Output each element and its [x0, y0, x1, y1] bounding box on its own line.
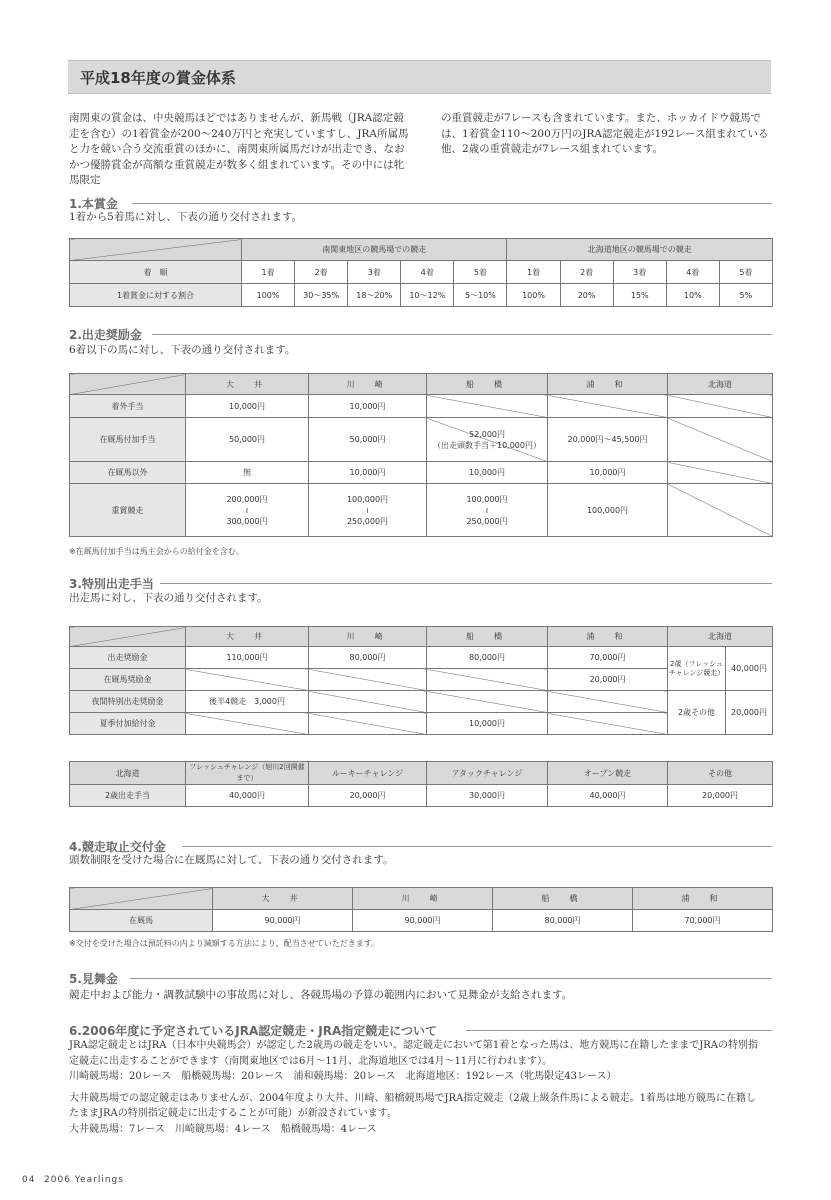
- section-4-desc: 頭数制限を受けた場合に在厩馬に対して、下表の通り交付されます。: [69, 854, 394, 866]
- s4-col: 川 崎: [353, 888, 493, 910]
- s3t2-cell: 20,000円: [309, 785, 427, 807]
- prize-table-corner: [70, 239, 242, 261]
- s4-cell: 70,000円: [633, 910, 773, 932]
- hokkaido-2yo-table: [69, 761, 773, 807]
- section-4-note: ※交付を受けた場合は預託料の内より減額する方法により、配当させていただきます。: [69, 939, 380, 948]
- s4-cell: 90,000円: [353, 910, 493, 932]
- s2-cell-range: [309, 484, 427, 537]
- s4-col: 浦 和: [633, 888, 773, 910]
- s3-cell-empty: [309, 669, 427, 691]
- section-1-desc: 1着から5着馬に対し、下表の通り交付されます。: [69, 211, 303, 223]
- s3-cell-empty: [427, 691, 548, 713]
- prize-group-hokkaido: 北海道地区の競馬場での競走: [507, 239, 772, 261]
- prize-group-nankanto: 南関東地区の競馬場での競走: [242, 239, 507, 261]
- s3t2-cell: 40,000円: [186, 785, 309, 807]
- s2-range-min: 100,000円: [466, 494, 508, 504]
- s3-cell: 70,000円: [548, 647, 668, 669]
- section-1-rule: [132, 203, 772, 204]
- s4-col: 船 橋: [493, 888, 633, 910]
- s2-cell: 10,000円: [309, 462, 427, 484]
- s4-row-label: 在厩馬: [70, 910, 213, 932]
- section-6-line: JRA認定競走とはJRA（日本中央競馬会）が認定した2歳馬の競走をいい、認定競走において第1着となった馬は、地方競馬に在籍したままでJRAの特別指: [69, 1040, 759, 1051]
- section-6-line: 定競走に出走することができます（南関東地区では6月～11月、北海道地区では4月～11月に行われます）。: [69, 1055, 553, 1067]
- prize-place: 2着: [560, 261, 613, 284]
- s4-cell: 80,000円: [493, 910, 633, 932]
- s2-cell-empty: [668, 395, 773, 418]
- section-6-rule: [466, 1030, 772, 1031]
- s4-cell: 90,000円: [213, 910, 353, 932]
- section-4-heading: 4.競走取止交付金: [69, 840, 166, 854]
- s3-cell-empty: [309, 691, 427, 713]
- s2-row-label: 在厩馬以外: [70, 462, 186, 484]
- s3t2-col: アタックチャレンジ: [427, 762, 548, 785]
- s3-cell: 後半4競走 3,000円: [186, 691, 309, 713]
- prize-ratio: 10～12%: [401, 284, 454, 307]
- s3-col-kawasaki: 川 崎: [309, 627, 427, 647]
- section-6-line: 大井競馬場：7レース 川崎競馬場：4レース 船橋競馬場：4レース: [69, 1123, 377, 1135]
- s2-cell: 10,000円: [548, 462, 668, 484]
- intro-left: 南関東の賞金は、中央競馬ほどではありませんが、新馬戦（JRA認定競走を含む）の1着賞金が200～240万円と充実していますし、JRA所属馬と力を競い合う交流重賞のほかに、南関東所属馬だけが出走でき、なおかつ優勝賞金が高額な重賞競走が数多く組まれています。その中には牝馬限定: [69, 112, 409, 186]
- s3t2-cell: 20,000円: [668, 785, 773, 807]
- s3-row-label: 出走奨励金: [70, 647, 186, 669]
- s2-col-hokkaido: 北海道: [668, 374, 773, 395]
- s2-cell: [427, 418, 548, 462]
- prize-ratio: 20%: [560, 284, 613, 307]
- s3-hk-value: 20,000円: [726, 691, 773, 735]
- s2-cell-sub: （出走頭数手当＋10,000円）: [433, 440, 541, 450]
- section-6-line: 大井競馬場での認定競走はありませんが、2004年度より大井、川崎、船橋競馬場でJRA指定競走（2歳上級条件馬による競走。1着馬は地方競馬に在籍し: [69, 1092, 756, 1104]
- s2-range-max: 250,000円: [346, 516, 389, 526]
- s3-col-funabashi: 船 橋: [427, 627, 548, 647]
- section-1-heading: 1.本賞金: [69, 197, 118, 211]
- prize-ratio: 30～35%: [295, 284, 348, 307]
- s2-row-label: 在厩馬付加手当: [70, 418, 186, 462]
- prize-ratio: 10%: [666, 284, 719, 307]
- s3t2-cell: 40,000円: [548, 785, 668, 807]
- s3-cell: 20,000円: [548, 669, 668, 691]
- s3-cell: 80,000円: [427, 647, 548, 669]
- s3-col-hokkaido: 北海道: [668, 627, 773, 647]
- prize-place: 3着: [613, 261, 666, 284]
- section-2-desc: 6着以下の馬に対し、下表の通り交付されます。: [69, 344, 296, 356]
- section-3-rule: [160, 583, 772, 584]
- s2-range-min: 200,000円: [226, 494, 268, 504]
- section-4-rule: [182, 846, 772, 847]
- s2-cell: 10,000円: [427, 462, 548, 484]
- prize-place: 4着: [401, 261, 454, 284]
- section-5-rule: [130, 978, 772, 979]
- s2-cell: 無: [186, 462, 309, 484]
- prize-place: 5着: [719, 261, 772, 284]
- s3-row-label: 夏季付加給付金: [70, 713, 186, 735]
- prize-ratio: 15%: [613, 284, 666, 307]
- prize-ratio: 18～20%: [348, 284, 401, 307]
- prize-ratio: 100%: [242, 284, 295, 307]
- section-5-heading: 5.見舞金: [69, 972, 118, 986]
- s2-cell: 10,000円: [186, 395, 309, 418]
- s2-cell-empty: [427, 395, 548, 418]
- section-2-note: ※在厩馬付加手当は馬主会からの給付金を含む。: [69, 547, 244, 556]
- s3-cell-empty: [427, 669, 548, 691]
- s3-cell: 80,000円: [309, 647, 427, 669]
- s3t2-col: その他: [668, 762, 773, 785]
- section-3-heading: 3.特別出走手当: [69, 577, 154, 591]
- s2-cell-empty: [668, 418, 773, 462]
- prize-ratio: 100%: [507, 284, 560, 307]
- s3-cell: 10,000円: [427, 713, 548, 735]
- s3-cell: 110,000円: [186, 647, 309, 669]
- s2-cell-value: 52,000円: [469, 429, 505, 439]
- section-2-heading: 2.出走奨励金: [69, 328, 142, 342]
- page-title: 平成18年度の賞金体系: [80, 69, 236, 87]
- s2-cell-empty: [668, 462, 773, 484]
- s2-cell: 10,000円: [309, 395, 427, 418]
- prize-place: 2着: [295, 261, 348, 284]
- s3-row-label: 夜間特別出走奨励金: [70, 691, 186, 713]
- s2-range-max: 250,000円: [466, 516, 508, 526]
- s2-cell-empty: [548, 395, 668, 418]
- footer-title: 2006 Yearlings: [44, 1175, 124, 1185]
- s3-cell-empty: [548, 713, 668, 735]
- section-2-rule: [152, 334, 772, 335]
- s3t2-cell: 30,000円: [427, 785, 548, 807]
- s3-hk-value: 40,000円: [726, 647, 773, 691]
- s2-range-tilde: ≀: [485, 505, 489, 515]
- s3-cell-empty: [186, 713, 309, 735]
- section-6-body: [69, 1038, 779, 1137]
- prize-place: 1着: [507, 261, 560, 284]
- s2-cell: 20,000円～45,500円: [548, 418, 668, 462]
- s3t2-col: ルーキーチャレンジ: [309, 762, 427, 785]
- prize-row-label-ratio: 1着賞金に対する割合: [70, 284, 242, 307]
- s2-cell-range: [186, 484, 309, 537]
- prize-row-label-place: 着 順: [70, 261, 242, 284]
- s2-corner: [70, 374, 186, 395]
- section-5-desc: 競走中および能力・調教試験中の事故馬に対し、各競馬場の予算の範囲内において見舞金が支給されます。: [69, 989, 573, 1001]
- s2-range-tilde: ≀: [366, 505, 369, 515]
- s3t2-row-label: 2歳出走手当: [70, 785, 186, 807]
- prize-place: 1着: [242, 261, 295, 284]
- s3-hk-label: 2歳その他: [668, 691, 726, 735]
- s2-range-tilde: ≀: [245, 505, 249, 515]
- s2-cell: 50,000円: [186, 418, 309, 462]
- s2-cell: 100,000円: [548, 484, 668, 537]
- s3-cell-empty: [548, 691, 668, 713]
- section-3-desc: 出走馬に対し、下表の通り交付されます。: [69, 592, 268, 604]
- s2-col-urawa: 浦 和: [548, 374, 668, 395]
- s2-range-max: 300,000円: [226, 516, 268, 526]
- s2-row-label: 重賞競走: [70, 484, 186, 537]
- s4-corner: [70, 888, 213, 910]
- prize-table: [69, 238, 773, 307]
- prize-ratio: 5～10%: [454, 284, 507, 307]
- s2-col-kawasaki: 川 崎: [309, 374, 427, 395]
- start-incentive-table: [69, 373, 773, 537]
- s3-col-oi: 大 井: [186, 627, 309, 647]
- s3-corner: [70, 627, 186, 647]
- s2-cell-empty: [668, 484, 773, 537]
- s3-col-urawa: 浦 和: [548, 627, 668, 647]
- s3-row-label: 在厩馬奨励金: [70, 669, 186, 691]
- s3t2-corner: 北海道: [70, 762, 186, 785]
- prize-place: 4着: [666, 261, 719, 284]
- s3t2-col: フレッシュチャレンジ（旭川2回開催まで）: [186, 762, 309, 785]
- s4-col: 大 井: [213, 888, 353, 910]
- s2-row-label: 着外手当: [70, 395, 186, 418]
- intro-right: の重賞競走が7レースも含まれています。また、ホッカイドウ競馬では、1着賞金110～200万円のJRA認定競走が192レース組まれている他、2歳の重賞競走が7レース組まれています。: [441, 112, 769, 155]
- s3-hk-label: 2歳（フレッシュチャレンジ競走）: [668, 647, 726, 691]
- special-allowance-table: [69, 626, 773, 735]
- prize-place: 5着: [454, 261, 507, 284]
- s2-col-oi: 大 井: [186, 374, 309, 395]
- cancel-table: [69, 887, 773, 932]
- s2-cell: 50,000円: [309, 418, 427, 462]
- s3-cell-empty: [309, 713, 427, 735]
- page-title-bar: [68, 60, 771, 94]
- section-6-line: たままJRAの特別指定競走に出走することが可能）が新設されています。: [69, 1108, 397, 1119]
- page-number: 04: [22, 1175, 36, 1185]
- prize-ratio: 5%: [719, 284, 772, 307]
- s2-range-min: 100,000円: [346, 494, 389, 504]
- section-6-line: 川崎競馬場：20レース 船橋競馬場：20レース 浦和競馬場：20レース 北海道地区：192レース（牝馬限定43レース）: [69, 1071, 617, 1082]
- s3-cell-empty: [186, 669, 309, 691]
- section-6-heading: 6.2006年度に予定されているJRA認定競走・JRA指定競走について: [69, 1024, 438, 1038]
- s2-cell-range: [427, 484, 548, 537]
- s3t2-col: オープン競走: [548, 762, 668, 785]
- s2-col-funabashi: 船 橋: [427, 374, 548, 395]
- prize-place: 3着: [348, 261, 401, 284]
